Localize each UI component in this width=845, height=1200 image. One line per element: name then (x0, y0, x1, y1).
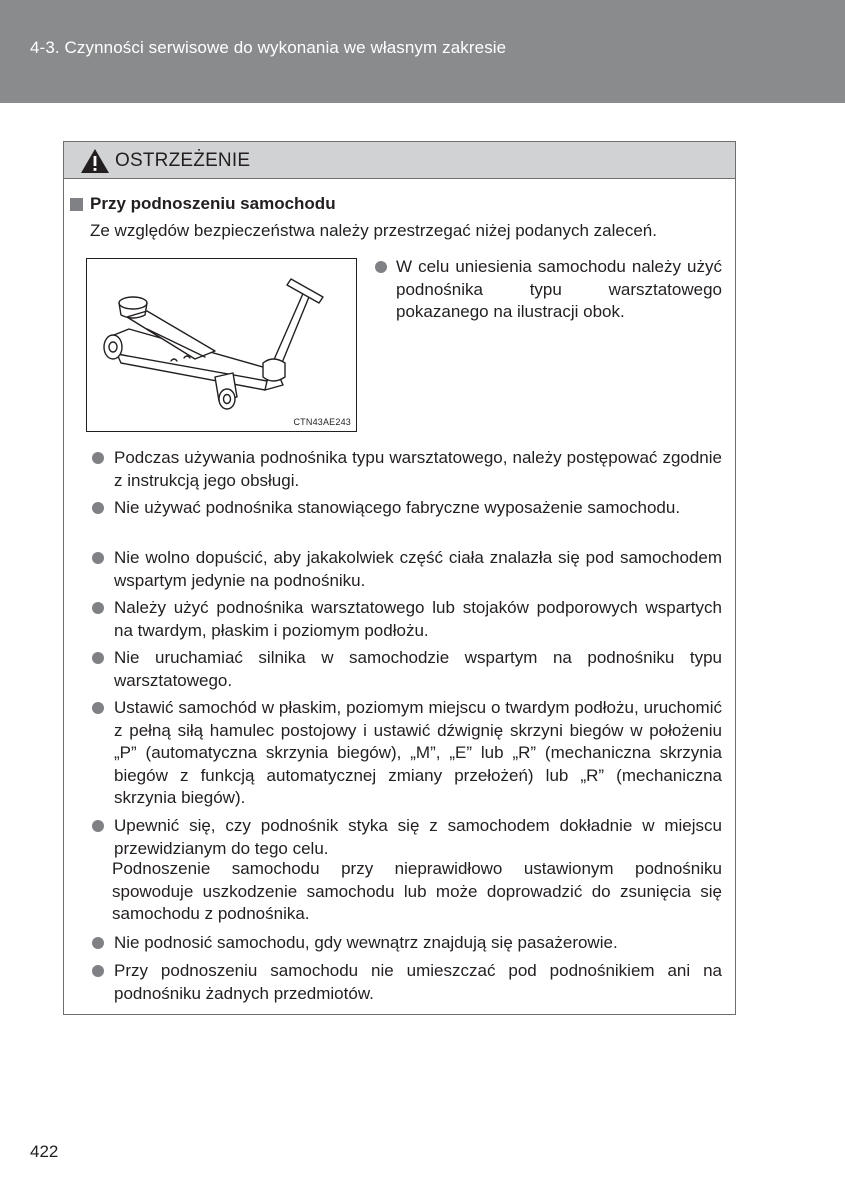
intro-text: Ze względów bezpieczeństwa należy przestrzegać niżej podanych zaleceń. (90, 221, 657, 240)
page-number: 422 (30, 1142, 59, 1161)
list-item: Nie wolno dopuścić, aby jakakolwiek część ciała znalazła się pod samochodem wspartym jedynie na podnośniku. (114, 548, 722, 590)
list-item: Upewnić się, czy podnośnik styka się z samochodem dokładnie w miejscu przewidzianym do tego celu. (114, 816, 722, 858)
bullet-dot-icon (92, 965, 104, 977)
warning-triangle-icon (80, 148, 110, 174)
warning-box (63, 141, 736, 1015)
bullet-dot-icon (92, 552, 104, 564)
list-item: Nie podnosić samochodu, gdy wewnątrz znajdują się pasażerowie. (114, 933, 618, 952)
list-item: Przy podnoszeniu samochodu nie umieszczać pod podnośnikiem ani na podnośniku żadnych przedmiotów. (114, 961, 722, 1003)
bullet-dot-icon (92, 652, 104, 664)
header-band (0, 0, 845, 103)
bullet-dot-icon (92, 820, 104, 832)
bullet-dot-icon (92, 602, 104, 614)
list-item: Nie używać podnośnika stanowiącego fabryczne wyposażenie samochodu. (114, 498, 681, 517)
bullet-dot-icon (92, 937, 104, 949)
section-header-title: 4-3. Czynności serwisowe do wykonania we własnym zakresie (30, 38, 507, 57)
list-item: Ustawić samochód w płaskim, poziomym miejscu o twardym podłożu, uruchomić z pełną siłą hamulec postojowy i ustawić dźwignię skrzyni biegów w położeniu „P” (automatyczna skrzynia biegów), „M”, „E” lub „R” (mechaniczna skrzynia biegów z funkcją automatycznej zmiany przełożeń) lub „R” (mechaniczna skrzynia biegów). (114, 698, 722, 808)
floor-jack-icon (87, 259, 356, 431)
list-item-continuation: Podnoszenie samochodu przy nieprawidłowo ustawionym podnośniku spowoduje uszkodzenie samochodu lub może doprowadzić do zsunięcia się samochodu z podnośnika. (112, 859, 722, 924)
figure-code: CTN43AE243 (293, 417, 351, 427)
bullet-dot-icon (92, 452, 104, 464)
figure-note: W celu uniesienia samochodu należy użyć podnośnika typu warsztatowego pokazanego na ilustracji obok. (396, 257, 722, 322)
bullet-dot-icon (375, 261, 387, 273)
section-square-icon (70, 198, 83, 211)
list-item: Podczas używania podnośnika typu warsztatowego, należy postępować zgodnie z instrukcją jego obsługi. (114, 448, 722, 490)
list-item: Nie uruchamiać silnika w samochodzie wspartym na podnośniku typu warsztatowego. (114, 648, 722, 690)
warning-header (64, 142, 735, 179)
floor-jack-figure (86, 258, 357, 432)
bullet-dot-icon (92, 502, 104, 514)
bullet-dot-icon (92, 702, 104, 714)
warning-label: OSTRZEŻENIE (115, 150, 251, 171)
section-title: Przy podnoszeniu samochodu (90, 194, 336, 213)
list-item: Należy użyć podnośnika warsztatowego lub stojaków podporowych wspartych na twardym, płaskim i poziomym podłożu. (114, 598, 722, 640)
